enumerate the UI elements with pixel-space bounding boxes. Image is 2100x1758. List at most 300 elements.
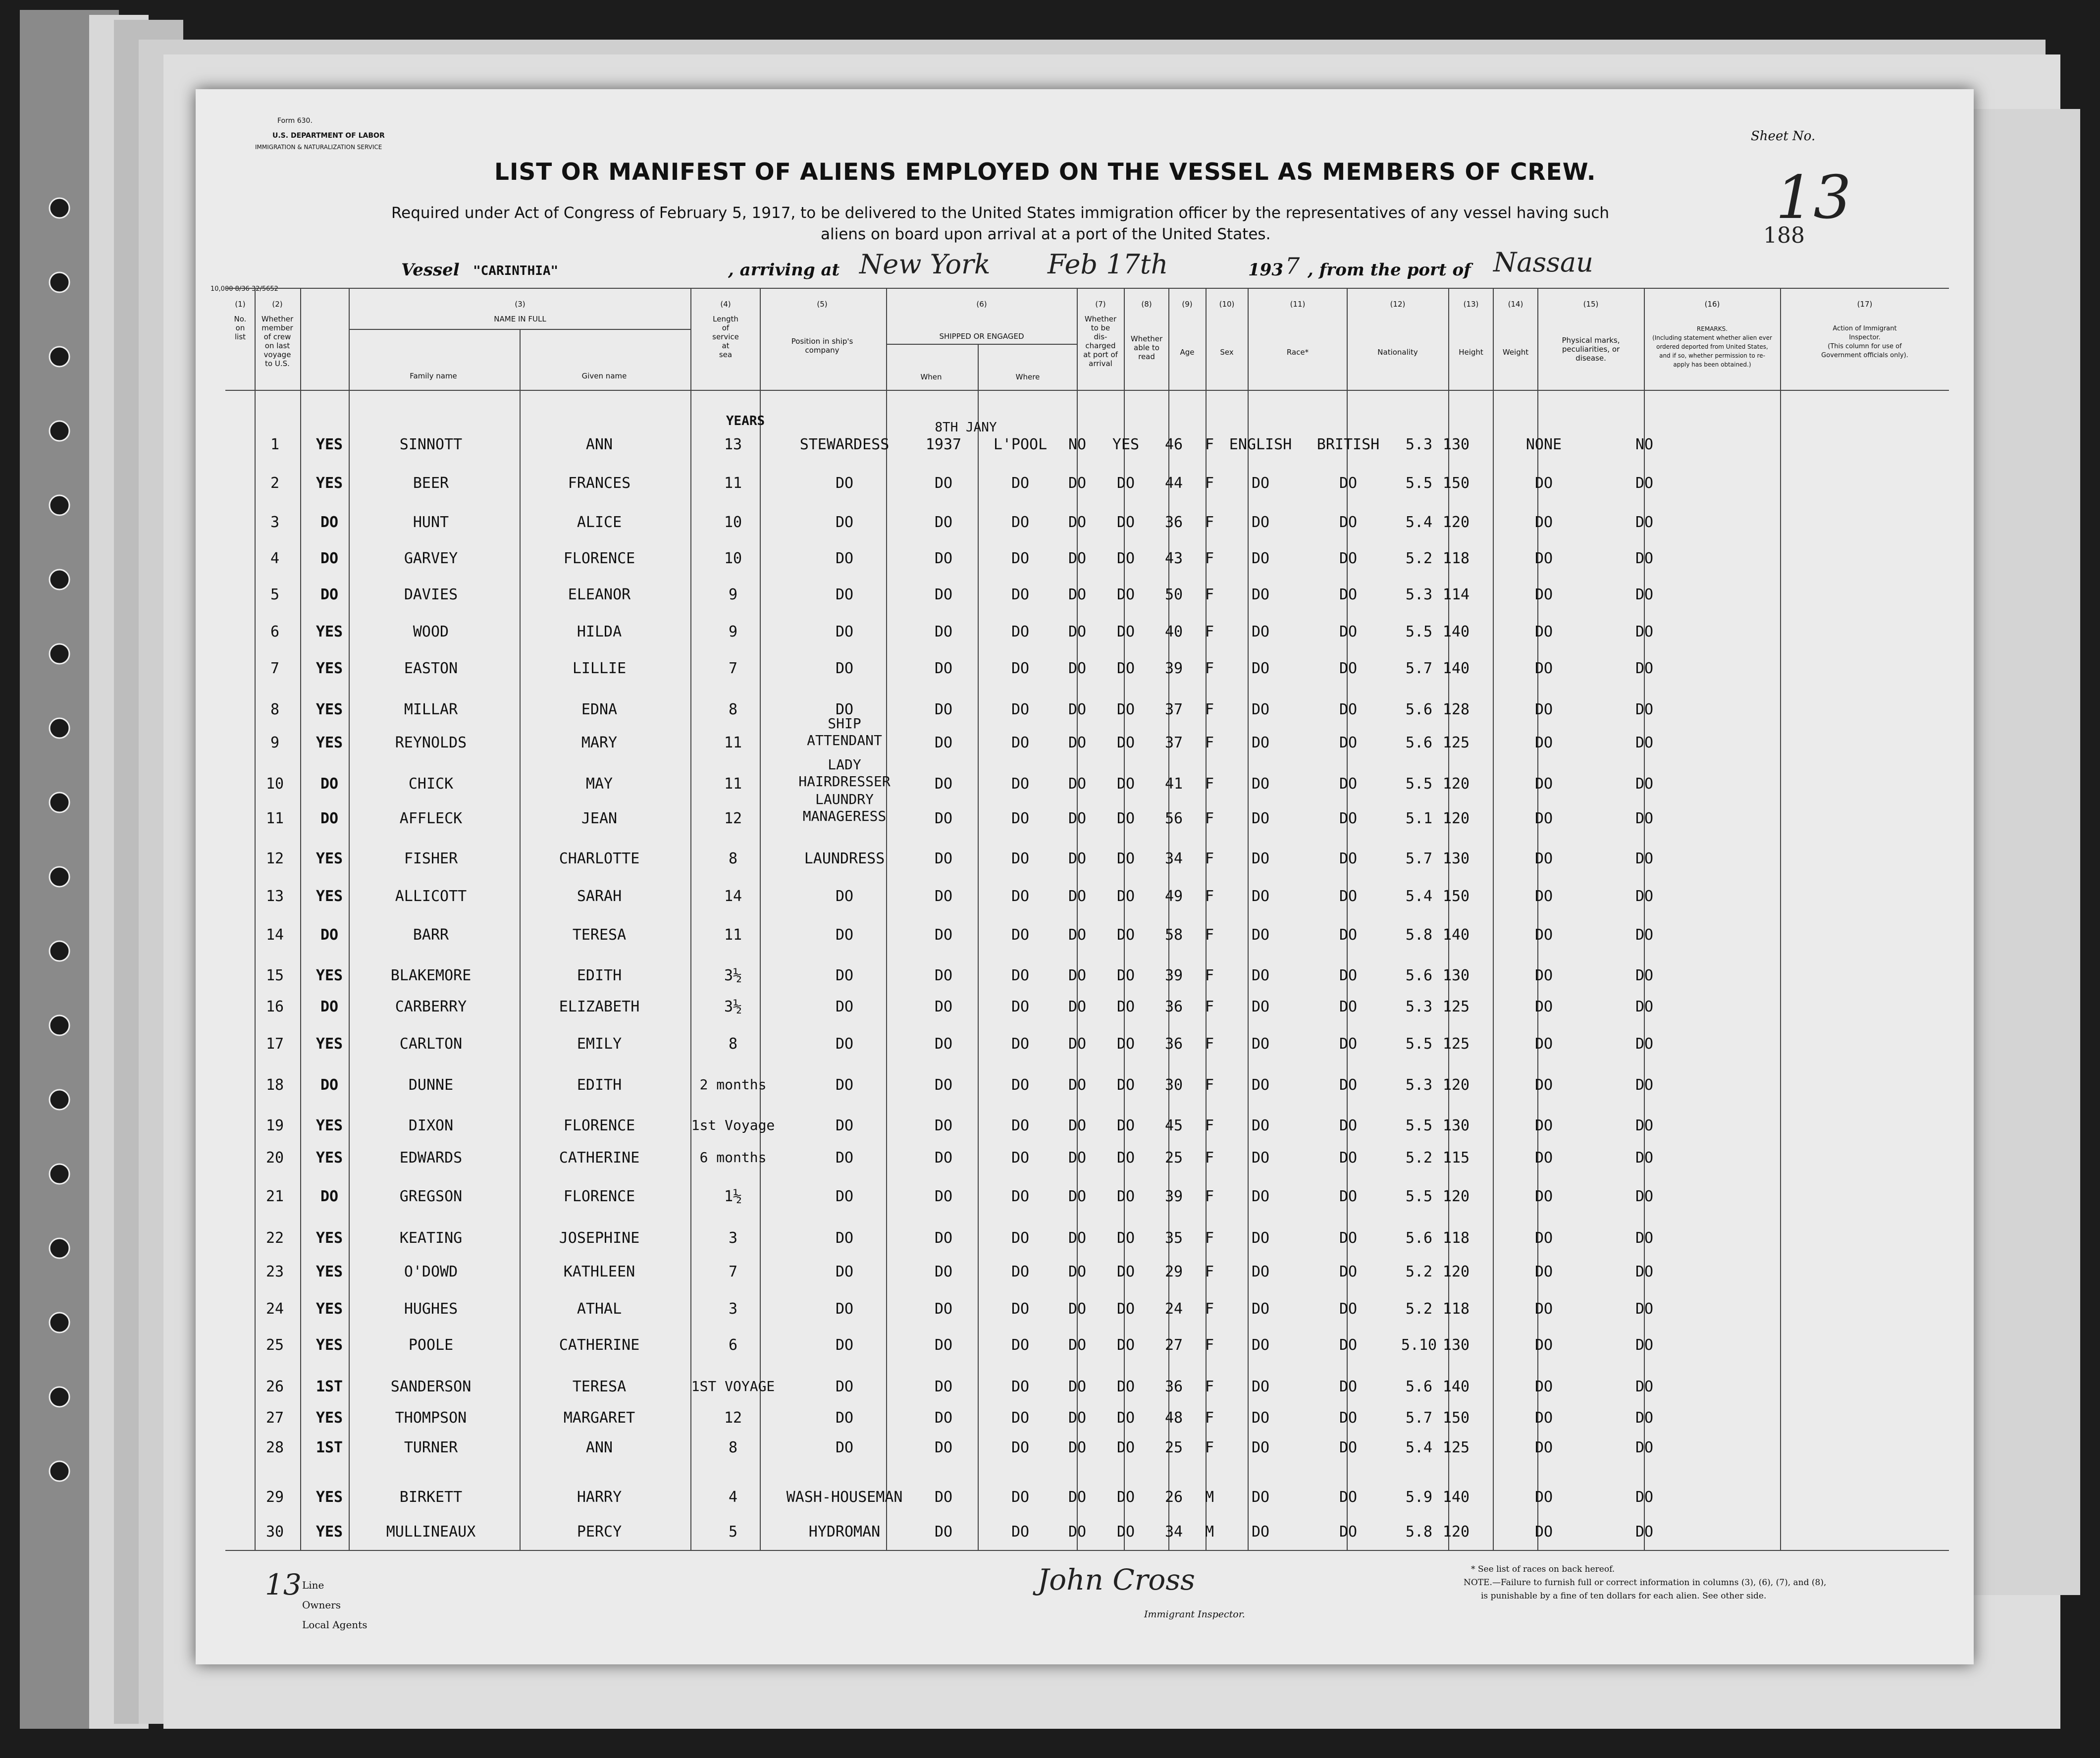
cell-read: DO bbox=[1116, 967, 1135, 984]
cell-service: 8 bbox=[728, 701, 738, 718]
cell-weight: 130 bbox=[1442, 1336, 1470, 1354]
cell-given: EDNA bbox=[581, 701, 618, 718]
print-code: 10,000 8/36 32/5652 bbox=[210, 285, 278, 293]
cell-race: DO bbox=[1251, 1409, 1270, 1427]
cell-service: 7 bbox=[728, 660, 738, 677]
cell-age: 25 bbox=[1164, 1439, 1183, 1456]
cell-where: DO bbox=[1011, 550, 1030, 567]
cell-weight: 130 bbox=[1442, 850, 1470, 867]
cell-where: DO bbox=[1011, 734, 1030, 751]
cell-given: FLORENCE bbox=[563, 1188, 635, 1205]
column-heading: Given name bbox=[581, 372, 627, 380]
cell-nat: DO bbox=[1339, 1439, 1358, 1456]
cell-disch: DO bbox=[1068, 550, 1087, 567]
cell-marks: DO bbox=[1534, 734, 1553, 751]
cell-family: FISHER bbox=[404, 850, 458, 867]
cell-disch: DO bbox=[1068, 1523, 1087, 1541]
cell-nat: DO bbox=[1339, 1229, 1358, 1247]
cell-sex: F bbox=[1205, 734, 1214, 751]
column-number: (5) bbox=[817, 300, 828, 309]
cell-service: 8 bbox=[728, 1439, 738, 1456]
cell-when: DO bbox=[934, 1300, 953, 1318]
cell-read: DO bbox=[1116, 1409, 1135, 1427]
cell-no: 12 bbox=[265, 850, 284, 867]
cell-remarks: DO bbox=[1635, 1336, 1654, 1354]
cell-sex: F bbox=[1205, 514, 1214, 531]
cell-height: 5.6 bbox=[1405, 1229, 1433, 1247]
cell-family: DUNNE bbox=[408, 1076, 454, 1094]
cell-disch: DO bbox=[1068, 775, 1087, 793]
cell-service: 8 bbox=[728, 850, 738, 867]
cell-age: 43 bbox=[1164, 550, 1183, 567]
cell-marks: DO bbox=[1534, 1117, 1553, 1134]
column-heading: Where bbox=[1015, 373, 1040, 381]
cell-last: YES bbox=[315, 660, 343, 677]
cell-no: 29 bbox=[265, 1489, 284, 1506]
column-heading: Age bbox=[1180, 348, 1195, 357]
cell-last: 1ST bbox=[315, 1439, 343, 1456]
cell-height: 5.2 bbox=[1405, 1263, 1433, 1280]
cell-where: DO bbox=[1011, 1378, 1030, 1395]
cell-race: DO bbox=[1251, 1439, 1270, 1456]
cell-read: DO bbox=[1116, 1378, 1135, 1395]
cell-where: DO bbox=[1011, 850, 1030, 867]
cell-nat: DO bbox=[1339, 514, 1358, 531]
cell-weight: 125 bbox=[1442, 998, 1470, 1015]
cell-nat: DO bbox=[1339, 1523, 1358, 1541]
cell-when: DO bbox=[934, 514, 953, 531]
cell-remarks: DO bbox=[1635, 1489, 1654, 1506]
cell-where: DO bbox=[1011, 701, 1030, 718]
cell-position: DO bbox=[835, 926, 854, 944]
cell-where: L'POOL bbox=[993, 436, 1048, 453]
cell-service: 3 bbox=[728, 1300, 738, 1318]
cell-position: DO bbox=[835, 967, 854, 984]
cell-weight: 115 bbox=[1442, 1149, 1470, 1167]
cell-no: 27 bbox=[265, 1409, 284, 1427]
cell-service: 12 bbox=[724, 810, 742, 827]
cell-height: 5.3 bbox=[1405, 436, 1433, 453]
cell-read: DO bbox=[1116, 1149, 1135, 1167]
cell-family: GARVEY bbox=[404, 550, 458, 567]
cell-read: DO bbox=[1116, 1229, 1135, 1247]
cell-family: CARLTON bbox=[399, 1035, 463, 1053]
cell-disch: DO bbox=[1068, 1035, 1087, 1053]
cell-remarks: DO bbox=[1635, 1076, 1654, 1094]
cell-remarks: DO bbox=[1635, 1300, 1654, 1318]
cell-read: DO bbox=[1116, 888, 1135, 905]
cell-height: 5.9 bbox=[1405, 1489, 1433, 1506]
column-number: (8) bbox=[1141, 300, 1152, 309]
cell-height: 5.6 bbox=[1405, 967, 1433, 984]
local-agents-label: Local Agents bbox=[302, 1619, 368, 1631]
cell-weight: 118 bbox=[1442, 1229, 1470, 1247]
cell-disch: DO bbox=[1068, 1117, 1087, 1134]
cell-last: YES bbox=[315, 850, 343, 867]
cell-height: 5.4 bbox=[1405, 514, 1433, 531]
cell-read: DO bbox=[1116, 1188, 1135, 1205]
column-number: (10) bbox=[1219, 300, 1235, 309]
cell-age: 36 bbox=[1164, 998, 1183, 1015]
cell-position: LAUNDRY MANAGERESS bbox=[802, 791, 887, 824]
cell-read: DO bbox=[1116, 850, 1135, 867]
cell-nat: DO bbox=[1339, 701, 1358, 718]
cell-nat: DO bbox=[1339, 998, 1358, 1015]
arriving-label: , arriving at bbox=[728, 260, 840, 280]
column-heading: Weight bbox=[1502, 348, 1529, 357]
cell-no: 20 bbox=[265, 1149, 284, 1167]
note-penalty-1: NOTE.—Failure to furnish full or correct information in columns (3), (6), (7), and (8), bbox=[1464, 1578, 1827, 1588]
cell-sex: F bbox=[1205, 888, 1214, 905]
cell-age: 41 bbox=[1164, 775, 1183, 793]
cell-remarks: DO bbox=[1635, 586, 1654, 603]
cell-last: YES bbox=[315, 888, 343, 905]
column-number: (2) bbox=[272, 300, 283, 309]
column-heading: Sex bbox=[1220, 348, 1234, 357]
cell-height: 5.2 bbox=[1405, 1300, 1433, 1318]
cell-nat: DO bbox=[1339, 623, 1358, 640]
cell-when: DO bbox=[934, 701, 953, 718]
cell-when: DO bbox=[934, 734, 953, 751]
cell-race: DO bbox=[1251, 1076, 1270, 1094]
cell-where: DO bbox=[1011, 1229, 1030, 1247]
cell-family: MULLINEAUX bbox=[386, 1523, 476, 1541]
cell-age: 46 bbox=[1164, 436, 1183, 453]
cell-remarks: DO bbox=[1635, 1149, 1654, 1167]
cell-position: DO bbox=[835, 550, 854, 567]
cell-read: DO bbox=[1116, 1336, 1135, 1354]
cell-last: YES bbox=[315, 436, 343, 453]
cell-last: YES bbox=[315, 1489, 343, 1506]
cell-family: BIRKETT bbox=[399, 1489, 463, 1506]
department: U.S. DEPARTMENT OF LABOR bbox=[272, 132, 385, 140]
service-name: IMMIGRATION & NATURALIZATION SERVICE bbox=[255, 144, 382, 151]
cell-when: DO bbox=[934, 1439, 953, 1456]
cell-sex: F bbox=[1205, 1076, 1214, 1094]
cell-family: GREGSON bbox=[399, 1188, 463, 1205]
cell-disch: DO bbox=[1068, 1489, 1087, 1506]
cell-marks: DO bbox=[1534, 701, 1553, 718]
cell-given: HARRY bbox=[577, 1489, 622, 1506]
cell-marks: DO bbox=[1534, 660, 1553, 677]
cell-age: 29 bbox=[1164, 1263, 1183, 1280]
cell-weight: 120 bbox=[1442, 1076, 1470, 1094]
cell-weight: 120 bbox=[1442, 1523, 1470, 1541]
cell-race: DO bbox=[1251, 1300, 1270, 1318]
cell-given: EMILY bbox=[577, 1035, 622, 1053]
cell-weight: 120 bbox=[1442, 1188, 1470, 1205]
cell-family: HUNT bbox=[413, 514, 449, 531]
cell-weight: 118 bbox=[1442, 550, 1470, 567]
cell-race: DO bbox=[1251, 660, 1270, 677]
cell-last: DO bbox=[320, 1076, 339, 1094]
cell-race: DO bbox=[1251, 1229, 1270, 1247]
column-number: (11) bbox=[1290, 300, 1306, 309]
cell-sex: F bbox=[1205, 1378, 1214, 1395]
cell-last: DO bbox=[320, 586, 339, 603]
cell-no: 5 bbox=[270, 586, 280, 603]
cell-where: DO bbox=[1011, 888, 1030, 905]
cell-where: DO bbox=[1011, 475, 1030, 492]
cell-race: DO bbox=[1251, 734, 1270, 751]
cell-no: 26 bbox=[265, 1378, 284, 1395]
cell-where: DO bbox=[1011, 623, 1030, 640]
cell-where: DO bbox=[1011, 1076, 1030, 1094]
cell-service: 6 bbox=[728, 1336, 738, 1354]
cell-last: YES bbox=[315, 1300, 343, 1318]
cell-given: SARAH bbox=[577, 888, 622, 905]
cell-race: DO bbox=[1251, 1035, 1270, 1053]
cell-last: DO bbox=[320, 810, 339, 827]
cell-nat: DO bbox=[1339, 1489, 1358, 1506]
cell-service: 11 bbox=[724, 775, 742, 793]
cell-position: DO bbox=[835, 1336, 854, 1354]
line-label: Line bbox=[302, 1579, 324, 1591]
cell-marks: DO bbox=[1534, 623, 1553, 640]
cell-nat: DO bbox=[1339, 1378, 1358, 1395]
cell-marks: DO bbox=[1534, 1409, 1553, 1427]
cell-sex: F bbox=[1205, 623, 1214, 640]
cell-race: DO bbox=[1251, 1489, 1270, 1506]
cell-disch: NO bbox=[1068, 436, 1087, 453]
cell-sex: F bbox=[1205, 998, 1214, 1015]
cell-position: DO bbox=[835, 623, 854, 640]
cell-height: 5.6 bbox=[1405, 1378, 1433, 1395]
cell-service: 3 bbox=[728, 1229, 738, 1247]
cell-marks: DO bbox=[1534, 1076, 1553, 1094]
subtitle-line-1: Required under Act of Congress of February 5, 1917, to be delivered to the United States immigration officer by the representatives of any vessel having such bbox=[391, 204, 1610, 222]
cell-read: DO bbox=[1116, 1263, 1135, 1280]
cell-weight: 125 bbox=[1442, 734, 1470, 751]
cell-weight: 114 bbox=[1442, 586, 1470, 603]
cell-disch: DO bbox=[1068, 1263, 1087, 1280]
cell-marks: DO bbox=[1534, 926, 1553, 944]
column-number: (4) bbox=[720, 300, 731, 309]
column-heading: No. on list bbox=[234, 315, 247, 341]
cell-no: 2 bbox=[270, 475, 280, 492]
sheet-sub-number: 188 bbox=[1763, 223, 1805, 248]
cell-marks: DO bbox=[1534, 1263, 1553, 1280]
cell-remarks: DO bbox=[1635, 1378, 1654, 1395]
cell-age: 26 bbox=[1164, 1489, 1183, 1506]
cell-race: DO bbox=[1251, 1117, 1270, 1134]
cell-marks: DO bbox=[1534, 586, 1553, 603]
cell-family: HUGHES bbox=[404, 1300, 458, 1318]
cell-where: DO bbox=[1011, 1489, 1030, 1506]
cell-position: DO bbox=[835, 1409, 854, 1427]
cell-given: TERESA bbox=[572, 926, 627, 944]
cell-marks: DO bbox=[1534, 998, 1553, 1015]
cell-given: HILDA bbox=[577, 623, 622, 640]
shipped-date-first: 8TH JANY bbox=[935, 420, 997, 435]
cell-last: 1ST bbox=[315, 1378, 343, 1395]
cell-sex: F bbox=[1205, 586, 1214, 603]
cell-given: FLORENCE bbox=[563, 1117, 635, 1134]
line-number: 13 bbox=[265, 1568, 302, 1601]
cell-remarks: DO bbox=[1635, 1229, 1654, 1247]
years-label: YEARS bbox=[726, 414, 765, 428]
cell-where: DO bbox=[1011, 967, 1030, 984]
column-heading: NAME IN FULL bbox=[494, 315, 546, 323]
cell-given: LILLIE bbox=[572, 660, 627, 677]
cell-given: MARGARET bbox=[563, 1409, 635, 1427]
column-heading: Length of service at sea bbox=[712, 315, 739, 359]
cell-disch: DO bbox=[1068, 1188, 1087, 1205]
cell-disch: DO bbox=[1068, 967, 1087, 984]
cell-last: YES bbox=[315, 1523, 343, 1541]
cell-position: DO bbox=[835, 1300, 854, 1318]
cell-read: DO bbox=[1116, 623, 1135, 640]
cell-when: DO bbox=[934, 586, 953, 603]
note-races: * See list of races on back hereof. bbox=[1471, 1564, 1615, 1574]
cell-disch: DO bbox=[1068, 888, 1087, 905]
cell-race: DO bbox=[1251, 888, 1270, 905]
cell-weight: 120 bbox=[1442, 775, 1470, 793]
cell-age: 37 bbox=[1164, 734, 1183, 751]
cell-given: ANN bbox=[585, 436, 613, 453]
cell-disch: DO bbox=[1068, 1378, 1087, 1395]
cell-sex: F bbox=[1205, 1149, 1214, 1167]
cell-no: 17 bbox=[265, 1035, 284, 1053]
year-prefix: 193 bbox=[1248, 260, 1283, 280]
column-heading: When bbox=[920, 373, 942, 381]
cell-last: DO bbox=[320, 998, 339, 1015]
cell-service: 1st Voyage bbox=[691, 1117, 775, 1133]
cell-given: CHARLOTTE bbox=[559, 850, 640, 867]
cell-service: 3½ bbox=[724, 998, 742, 1015]
cell-position: DO bbox=[835, 1263, 854, 1280]
cell-age: 25 bbox=[1164, 1149, 1183, 1167]
cell-service: 1ST VOYAGE bbox=[691, 1378, 775, 1394]
arriving-port: New York bbox=[859, 249, 991, 280]
cell-position: STEWARDESS bbox=[799, 436, 890, 453]
cell-remarks: DO bbox=[1635, 888, 1654, 905]
cell-nat: DO bbox=[1339, 1409, 1358, 1427]
cell-where: DO bbox=[1011, 1523, 1030, 1541]
cell-service: 4 bbox=[728, 1489, 738, 1506]
cell-family: TURNER bbox=[404, 1439, 458, 1456]
column-heading: Nationality bbox=[1377, 348, 1418, 357]
cell-weight: 128 bbox=[1442, 701, 1470, 718]
cell-marks: DO bbox=[1534, 475, 1553, 492]
cell-marks: DO bbox=[1534, 1439, 1553, 1456]
cell-race: DO bbox=[1251, 475, 1270, 492]
cell-no: 25 bbox=[265, 1336, 284, 1354]
cell-race: DO bbox=[1251, 926, 1270, 944]
cell-family: ALLICOTT bbox=[395, 888, 467, 905]
cell-height: 5.5 bbox=[1405, 623, 1433, 640]
cell-height: 5.5 bbox=[1405, 1035, 1433, 1053]
cell-read: DO bbox=[1116, 1300, 1135, 1318]
cell-service: 3½ bbox=[724, 967, 742, 984]
cell-position: DO bbox=[835, 1149, 854, 1167]
cell-no: 19 bbox=[265, 1117, 284, 1134]
cell-height: 5.5 bbox=[1405, 475, 1433, 492]
cell-height: 5.7 bbox=[1405, 850, 1433, 867]
cell-family: SANDERSON bbox=[390, 1378, 472, 1395]
cell-remarks: DO bbox=[1635, 1035, 1654, 1053]
cell-where: DO bbox=[1011, 1300, 1030, 1318]
cell-read: DO bbox=[1116, 550, 1135, 567]
cell-remarks: DO bbox=[1635, 550, 1654, 567]
cell-marks: DO bbox=[1534, 1035, 1553, 1053]
cell-race: DO bbox=[1251, 850, 1270, 867]
cell-when: DO bbox=[934, 623, 953, 640]
cell-age: 30 bbox=[1164, 1076, 1183, 1094]
cell-race: DO bbox=[1251, 514, 1270, 531]
cell-when: DO bbox=[934, 660, 953, 677]
cell-position: SHIP ATTENDANT bbox=[807, 715, 882, 748]
cell-sex: F bbox=[1205, 1263, 1214, 1280]
cell-given: JEAN bbox=[581, 810, 618, 827]
cell-weight: 120 bbox=[1442, 810, 1470, 827]
cell-no: 7 bbox=[270, 660, 280, 677]
cell-height: 5.8 bbox=[1405, 926, 1433, 944]
cell-age: 34 bbox=[1164, 1523, 1183, 1541]
cell-sex: F bbox=[1205, 967, 1214, 984]
cell-marks: DO bbox=[1534, 888, 1553, 905]
cell-nat: DO bbox=[1339, 475, 1358, 492]
cell-position: DO bbox=[835, 1076, 854, 1094]
cell-service: 8 bbox=[728, 1035, 738, 1053]
cell-no: 13 bbox=[265, 888, 284, 905]
cell-nat: DO bbox=[1339, 775, 1358, 793]
cell-height: 5.7 bbox=[1405, 660, 1433, 677]
cell-remarks: DO bbox=[1635, 1523, 1654, 1541]
cell-read: DO bbox=[1116, 1117, 1135, 1134]
cell-family: AFFLECK bbox=[399, 810, 463, 827]
cell-sex: F bbox=[1205, 660, 1214, 677]
cell-remarks: DO bbox=[1635, 623, 1654, 640]
column-heading: Physical marks, peculiarities, or disease. bbox=[1562, 336, 1620, 363]
cell-given: KATHLEEN bbox=[563, 1263, 635, 1280]
year-digit: 7 bbox=[1285, 253, 1300, 279]
cell-when: DO bbox=[934, 1409, 953, 1427]
cell-nat: DO bbox=[1339, 926, 1358, 944]
cell-weight: 130 bbox=[1442, 436, 1470, 453]
cell-service: 11 bbox=[724, 926, 742, 944]
cell-given: ATHAL bbox=[577, 1300, 622, 1318]
column-number: (12) bbox=[1390, 300, 1406, 309]
column-heading: Height bbox=[1459, 348, 1483, 357]
cell-remarks: DO bbox=[1635, 1409, 1654, 1427]
cell-height: 5.5 bbox=[1405, 1117, 1433, 1134]
cell-last: DO bbox=[320, 514, 339, 531]
column-heading: Whether able to read bbox=[1130, 334, 1163, 361]
cell-when: DO bbox=[934, 475, 953, 492]
cell-nat: DO bbox=[1339, 1188, 1358, 1205]
cell-age: 48 bbox=[1164, 1409, 1183, 1427]
column-heading: Race* bbox=[1286, 348, 1309, 357]
cell-age: 35 bbox=[1164, 1229, 1183, 1247]
column-number: (6) bbox=[976, 300, 987, 309]
column-heading: Position in ship's company bbox=[791, 337, 853, 355]
column-heading: SHIPPED OR ENGAGED bbox=[939, 332, 1024, 341]
cell-sex: F bbox=[1205, 1117, 1214, 1134]
cell-disch: DO bbox=[1068, 926, 1087, 944]
cell-disch: DO bbox=[1068, 475, 1087, 492]
cell-service: 6 months bbox=[699, 1149, 767, 1166]
inspector-label: Immigrant Inspector. bbox=[1144, 1609, 1245, 1620]
subtitle-line-2: aliens on board upon arrival at a port of the United States. bbox=[821, 225, 1271, 243]
cell-marks: DO bbox=[1534, 1188, 1553, 1205]
cell-no: 4 bbox=[270, 550, 280, 567]
cell-last: DO bbox=[320, 1188, 339, 1205]
column-number: (17) bbox=[1857, 300, 1873, 309]
cell-weight: 125 bbox=[1442, 1439, 1470, 1456]
cell-position: WASH-HOUSEMAN bbox=[786, 1489, 903, 1506]
cell-height: 5.8 bbox=[1405, 1523, 1433, 1541]
